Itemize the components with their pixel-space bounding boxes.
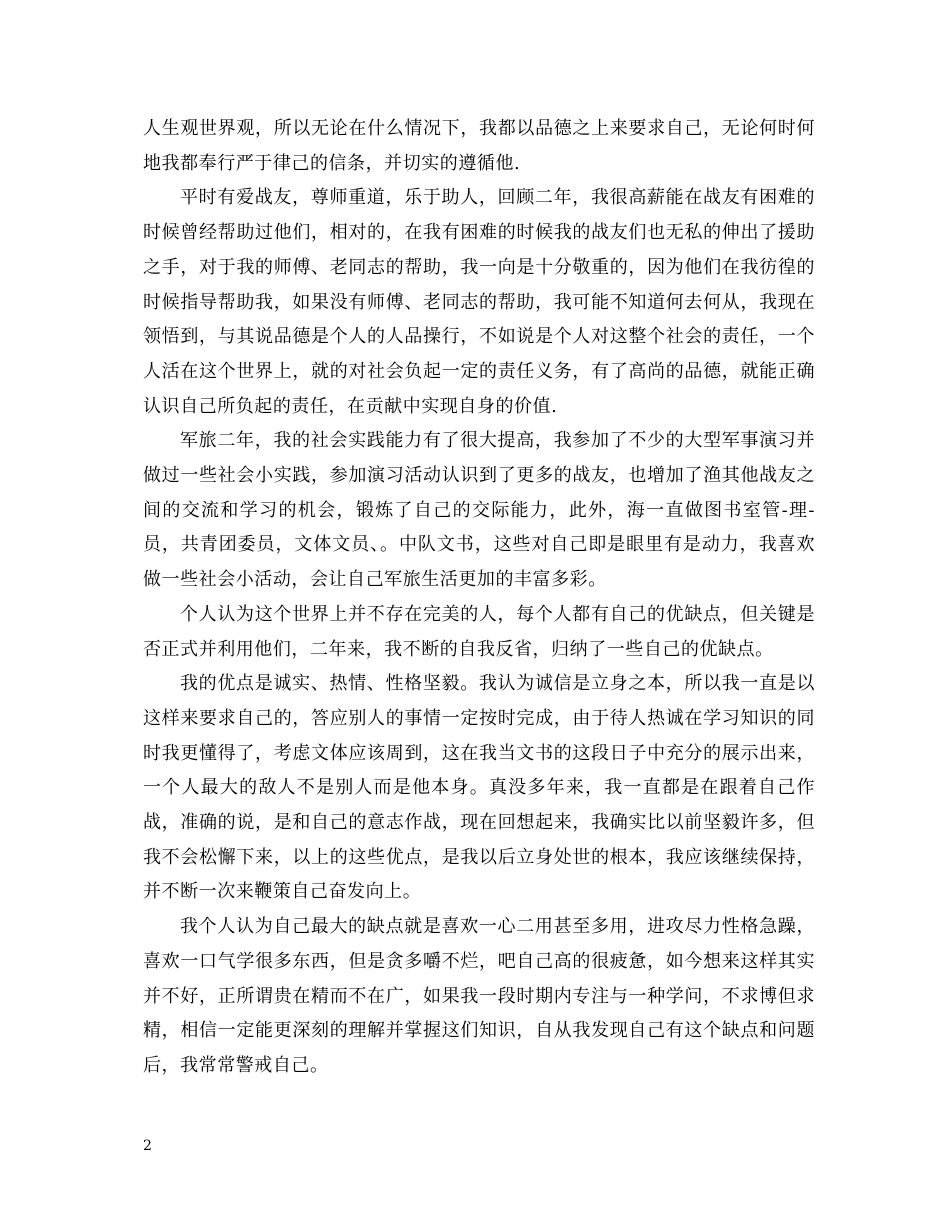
- page-number: 2: [143, 1138, 152, 1154]
- paragraph-1: 人生观世界观，所以无论在什么情况下，我都以品德之上来要求自己，无论何时何地我都奉行严于律己的信条，并切实的遵循他.: [143, 118, 815, 174]
- paragraph-2: 平时有爱战友，尊师重道，乐于助人，回顾二年，我很高薪能在战友有困难的时候曾经帮助过他们，相对的，在我有困难的时候我的战友们也无私的伸出了援助之手，对于我的师傅、老同志的帮助，我一向是十分敬重的，因为他们在我彷徨的时候指导帮助我，如果没有师傅、老同志的帮助，我可能不知道何去何从，我现在领悟到，与其说品德是个人的人品操行，不如说是个人对这整个社会的责任，一个人活在这个世界上，就的对社会负起一定的责任义务，有了高尚的品德，就能正确认识自己所负起的责任，在贡献中实现自身的价值.: [143, 187, 815, 417]
- paragraph-4: 个人认为这个世界上并不存在完美的人，每个人都有自己的优缺点，但关键是否正式并利用他们，二年来，我不断的自我反省，归纳了一些自己的优缺点。: [143, 603, 815, 660]
- paragraph-3: 军旅二年，我的社会实践能力有了很大提高，我参加了不少的大型军事演习并做过一些社会小实践，参加演习活动认识到了更多的战友，也增加了渔其他战友之间的交流和学习的机会，锻炼了自己的交际能力，此外，海一直做图书室管-理-员，共青团委员，文体文员、。中队文书，这些对自己即是眼里有是动力，我喜欢做一些社会小活动，会让自己军旅生活更加的丰富多彩。: [143, 430, 815, 591]
- paragraph-5: 我的优点是诚实、热情、性格坚毅。我认为诚信是立身之本，所以我一直是以这样来要求自己的，答应别人的事情一定按时完成，由于待人热诚在学习知识的同时我更懂得了，考虑文体应该周到，这在我当文书的这段日子中充分的展示出来，一个人最大的敌人不是别人而是他本身。真没多年来，我一直都是在跟着自己作战，准确的说，是和自己的意志作战，现在回想起来，我确实比以前坚毅许多，但我不会松懈下来，以上的这些优点，是我以后立身处世的根本，我应该继续保持，并不断一次来鞭策自己奋发向上。: [143, 673, 815, 903]
- document-body: [143, 112, 815, 1084]
- paragraph-6: 我个人认为自己最大的缺点就是喜欢一心二用甚至多用，进攻尽力性格急躁，喜欢一口气学很多东西，但是贪多嚼不烂，吧自己高的很疲惫，如今想来这样其实并不好，正所谓贵在精而不在广，如果我一段时期内专注与一种学问，不求博但求精，相信一定能更深刻的理解并掌握这们知识，自从我发现自己有这个缺点和问题后，我常常警戒自己。: [143, 916, 815, 1076]
